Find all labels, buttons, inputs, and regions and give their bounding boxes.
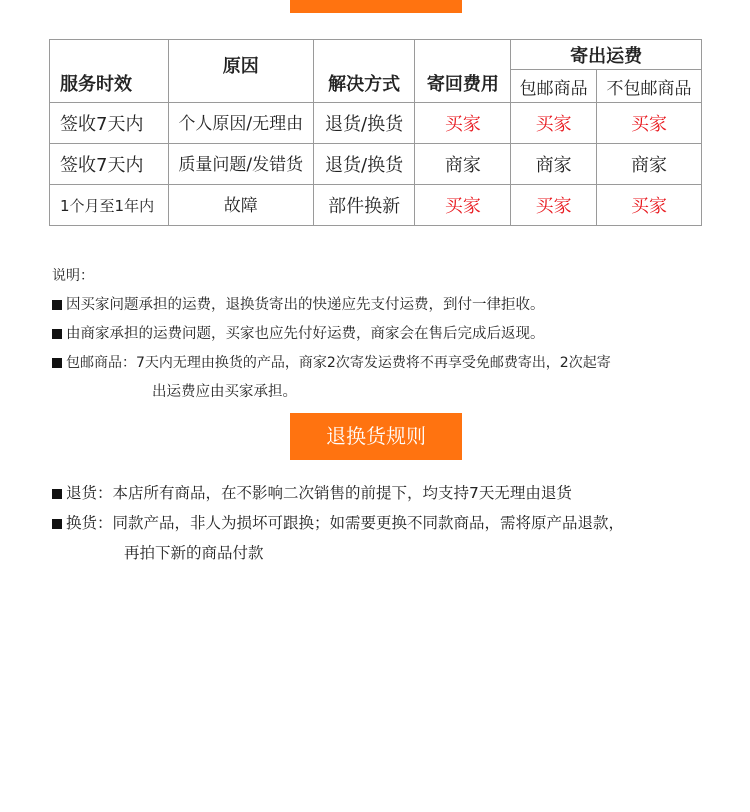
cell-free-shipping: 买家 [511,185,597,226]
cell-free-shipping: 商家 [511,144,597,185]
note-continuation: 出运费应由买家承担。 [152,384,297,400]
rule-text: 换货：同款产品，非人为损坏可跟换；如需要更换不同款商品，需将原产品退款， [66,514,625,532]
cell-solution: 退货/换货 [313,103,415,144]
note-text: 包邮商品：7天内无理由换货的产品，商家2次寄发运费将不再享受免邮费寄出，2次起寄 [66,355,611,371]
table-row [50,103,702,144]
cell-solution: 部件换新 [313,185,415,226]
cell-return-fee: 买家 [415,185,511,226]
note-item [52,291,712,320]
rule-item [52,478,712,508]
top-accent-bar [290,0,462,13]
table-row [50,144,702,185]
notes-label: 说明： [52,268,94,284]
cell-reason: 质量问题/发错货 [168,144,313,185]
return-exchange-rules [52,478,712,568]
rule-item [52,508,712,538]
table-row [50,185,702,226]
square-bullet-icon [52,329,62,339]
cell-solution: 退货/换货 [313,144,415,185]
cell-non-free-shipping: 商家 [597,144,702,185]
square-bullet-icon [52,300,62,310]
header-non-free-shipping: 不包邮商品 [597,70,702,103]
square-bullet-icon [52,489,62,499]
cell-free-shipping: 买家 [511,103,597,144]
cell-period: 1个月至1年内 [50,185,169,226]
shipping-notes [52,262,712,407]
cell-period: 签收7天内 [50,144,169,185]
header-service-period: 服务时效 [50,40,169,103]
rule-text: 退货：本店所有商品，在不影响二次销售的前提下，均支持7天无理由退货 [66,484,572,502]
return-policy-table [49,39,702,226]
note-text: 因买家问题承担的运费，退换货寄出的快递应先支付运费，到付一律拒收。 [66,297,545,313]
cell-return-fee: 买家 [415,103,511,144]
cell-reason: 故障 [168,185,313,226]
header-ship-fee: 寄出运费 [511,40,702,70]
square-bullet-icon [52,519,62,529]
header-solution: 解决方式 [313,40,415,103]
cell-period: 签收7天内 [50,103,169,144]
cell-return-fee: 商家 [415,144,511,185]
rules-banner: 退换货规则 [290,413,462,460]
square-bullet-icon [52,358,62,368]
note-item [52,349,712,378]
header-reason: 原因 [168,40,313,103]
table-header-row [50,40,702,70]
note-text: 由商家承担的运费问题，买家也应先付好运费，商家会在售后完成后返现。 [66,326,545,342]
rule-continuation: 再拍下新的商品付款 [124,544,264,562]
cell-reason: 个人原因/无理由 [168,103,313,144]
cell-non-free-shipping: 买家 [597,185,702,226]
header-free-shipping: 包邮商品 [511,70,597,103]
cell-non-free-shipping: 买家 [597,103,702,144]
note-item [52,320,712,349]
header-return-fee: 寄回费用 [415,40,511,103]
